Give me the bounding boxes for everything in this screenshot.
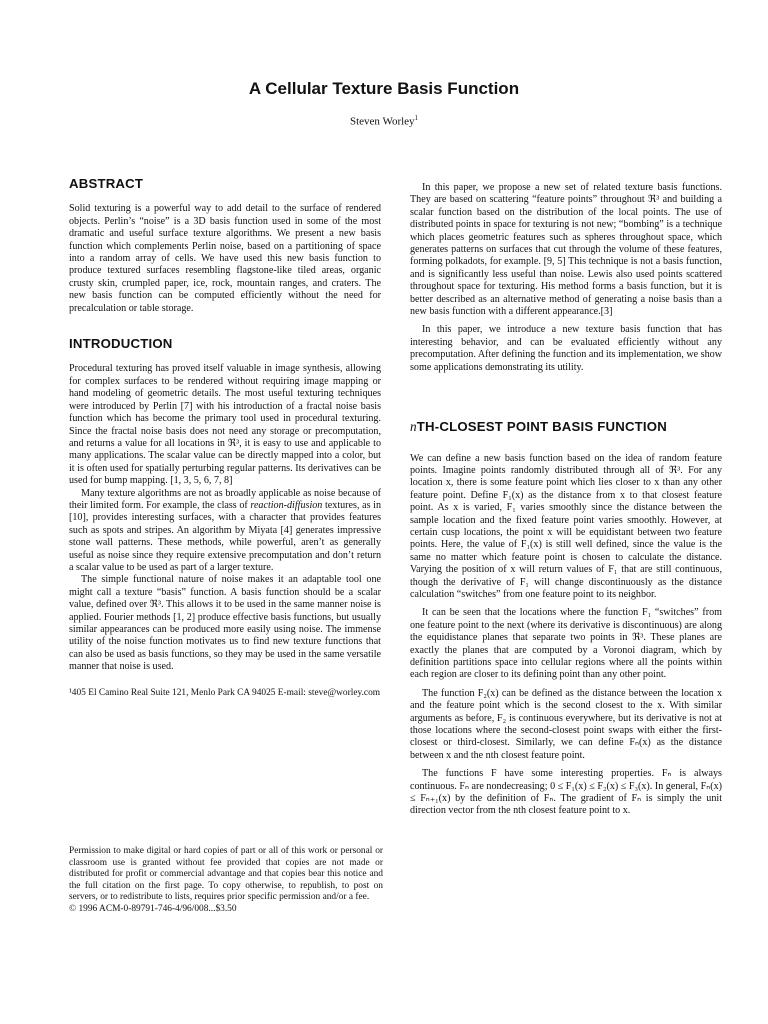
section-paragraph-1: We can define a new basis function based on the idea of random feature points. Imagine points randomly distributed through all of ℜ³. For any location x, there is some feature point which lies closer to x than any other feature point. Define F₁(x) as the distance from x to that closest feature point. As x is varied, F₁ varies smoothly since the distance between the sample location and the fixed feature point varies smoothly. However, at certain cusp locations, the point x will be equidistant between two feature points. Here, the value of F₁(x) is still well defined, since the value is the same no matter which feature point is chosen to calculate the distance. Varying the position of x will return values of F₁ that are still continuous, though the derivative of F₁ will change discontinuously as the distance calculation “switches” from one feature point to its neighbor.: [410, 452, 722, 600]
abstract-heading: ABSTRACT: [69, 176, 144, 191]
section-paragraph-3: The function F₂(x) can be defined as the distance between the location x and the feature point which is the second closest to the x. With similar arguments as before, F₂ is continuous everywhere, but its derivative is not at those locations where the second-closest point swaps with either the first-closest or third-closest. Similarly, we can define Fₙ(x) as the distance between x and the nth closest feature point.: [410, 687, 722, 761]
copyright-line: © 1996 ACM-0-89791-746-4/96/008...$3.50: [69, 903, 237, 914]
intro-paragraph-1: Procedural texturing has proved itself valuable in image synthesis, allowing for complex surfaces to be rendered without requiring image mapping or hand modeling of geometric details. The most useful texturing techniques were introduced by Perlin [7] with his introduction of a fractal noise basis function which has become the primary tool used in procedural texturing. Since the fractal noise basis does not need any storage or precomputation, and returns a value for all locations in ℜ³, it is easy to use and applicable to many applications. The scalar value can be directly mapped into a color, but it is often used for spatially perturbing regular patterns. Its derivatives can be used for bump mapping. [1, 3, 5, 6, 7, 8]: [69, 363, 381, 487]
heading-italic-n: n: [410, 419, 417, 435]
section-paragraph-4: The functions F have some interesting properties. Fₙ is always continuous. Fₙ are nondecreasing; 0 ≤ F₁(x) ≤ F₂(x) ≤ F₃(x). In general, Fₙ(x) ≤ Fₙ₊₁(x) by the definition of Fₙ. The gradient of Fₙ is simply the unit direction vector from the nth closest feature point to x.: [410, 768, 722, 817]
permission-notice: [69, 846, 383, 916]
right-paragraph-1: In this paper, we propose a new set of related texture basis functions. They are based on scattering “feature points” throughout ℜ³ and building a scalar function based on the distribution of the local points. The use of distributed points in space for texturing is not new; “bombing” is a technique which places geometric features such as spheres throughout space, which generates patterns on surfaces that cut through the volume of these features, forming polkadots, for example. [9, 5] This technique is not a basis function, and is significantly less useful than noise. Lewis also used points scattered throughout space for texturing. His method forms a basis function, but it is better described as an alternative method of generating a noise basis than a new basis function with a different appearance.[3]: [410, 182, 722, 318]
abstract-text: Solid texturing is a powerful way to add detail to the surface of rendered objects. Perlin’s “noise” is a 3D basis function used in some of the most dramatic and useful surface texture algorithms. We present a new basis function which complements Perlin noise, based on a partitioning of space into a random array of cells. We have used this new basis function to produce textured surfaces resembling flagstone-like tiled areas, organic crusty skin, crumpled paper, ice, rock, mountain ranges, and craters. The new basis function can be computed efficiently without the need for precalculation or table storage.: [69, 203, 381, 314]
footnote-text: ¹405 El Camino Real Suite 121, Menlo Park CA 94025 E-mail: steve@worley.com: [69, 687, 381, 698]
permission-text: Permission to make digital or hard copies of part or all of this work or personal or classroom use is granted without fee provided that copies are not made or distributed for profit or commercial advantage and that copies bear this notice and the full citation on the first page. To copy otherwise, to republish, to post on servers, or to redistribute to lists, requires prior specific permission and/or a fee.: [69, 846, 383, 903]
intro-paragraph-2-emphasis: reaction-diffusion: [250, 499, 323, 511]
left-column: [69, 178, 381, 699]
intro-paragraph-2-start: Many texture algorithms are not as broadly applicable as noise because of their limited form. For example, the class of: [69, 487, 381, 511]
intro-paragraph-3: The simple functional nature of noise makes it an adaptable tool one might call a texture “basis” function. A basis function should be a scalar value, defined over ℜ³. This allows it to be used in the same manner noise is applied. Fourier methods [1, 2] produce effective basis functions, but usually similar appearances can be produced more easily using noise. The immense utility of the noise function motivates us to find new texture functions that can also be used as basis functions, so they may be used in the same versatile manner that noise is used.: [69, 574, 381, 673]
author-footnote: [69, 688, 381, 700]
intro-paragraph-2-end: textures, as in [10], provides interesting surfaces, with a character that provides features such as spots and stripes. An algorithm by Miyata [4] generates impressive stone wall patterns. These methods, while powerful, aren’t as generally useful as noise since they require extensive precomputation and don’t return a scalar value to be used as part of a larger texture.: [69, 499, 381, 573]
intro-paragraph-2: [69, 488, 381, 575]
introduction-heading: INTRODUCTION: [69, 336, 173, 352]
author-name: Steven Worley: [349, 115, 415, 128]
author-line: [0, 114, 768, 128]
author-footnote-mark: 1: [414, 114, 419, 122]
right-paragraph-2: In this paper, we introduce a new texture basis function that has interesting behavior, and can be evaluated efficiently without any precomputation. After defining the function and its implementation, we show some applications demonstrating its utility.: [410, 324, 722, 373]
paper-title: A Cellular Texture Basis Function: [248, 79, 520, 98]
section-paragraph-2: It can be seen that the locations where the function F₁ “switches” from one feature point to the next (where its derivative is discontinuous) are along the equidistance planes that separate two points in ℜ³. These planes are exactly the planes that are computed by a Voronoi diagram, which by definition partitions space into cellular regions where all the points within each region are closer to its defining point than any other point.: [410, 607, 722, 681]
nth-closest-heading: [410, 421, 722, 433]
right-column: [410, 182, 722, 818]
heading-rest: TH-CLOSEST POINT BASIS FUNCTION: [416, 419, 667, 435]
